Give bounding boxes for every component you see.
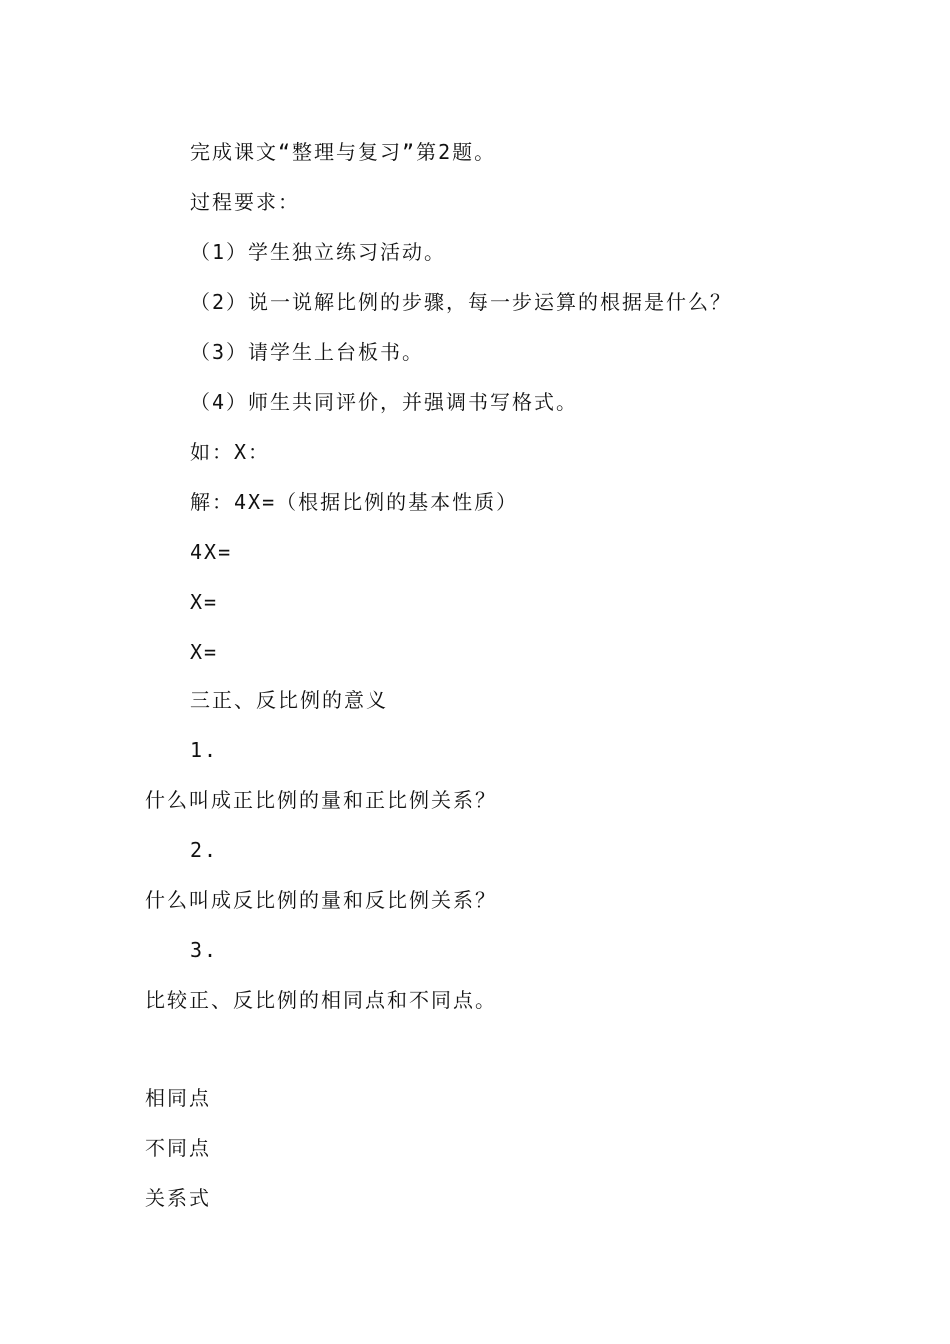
question-3-text: 比较正、反比例的相同点和不同点。	[145, 988, 497, 1012]
step-3: （3）请学生上台板书。	[190, 340, 425, 364]
equation-line-3: X=	[190, 640, 219, 664]
row-same: 相同点	[145, 1086, 211, 1110]
question-2-text: 什么叫成反比例的量和反比例关系？	[145, 888, 497, 912]
equation-line-1: 4X=	[190, 540, 233, 564]
task-line: 完成课文“整理与复习”第2题。	[190, 140, 497, 164]
equation-line-2: X=	[190, 590, 219, 614]
example-line: 如：X：	[190, 440, 271, 464]
solution-line: 解：4X=（根据比例的基本性质）	[190, 490, 519, 514]
row-different: 不同点	[145, 1136, 211, 1160]
question-3-number: 3.	[190, 938, 219, 962]
step-2: （2）说一说解比例的步骤，每一步运算的根据是什么？	[190, 290, 733, 314]
row-relation: 关系式	[145, 1186, 211, 1210]
question-1-text: 什么叫成正比例的量和正比例关系？	[145, 788, 497, 812]
question-1-number: 1.	[190, 738, 219, 762]
section-heading: 三正、反比例的意义	[190, 688, 388, 712]
process-title: 过程要求：	[190, 190, 300, 214]
step-1: （1）学生独立练习活动。	[190, 240, 447, 264]
step-4: （4）师生共同评价，并强调书写格式。	[190, 390, 579, 414]
question-2-number: 2.	[190, 838, 219, 862]
